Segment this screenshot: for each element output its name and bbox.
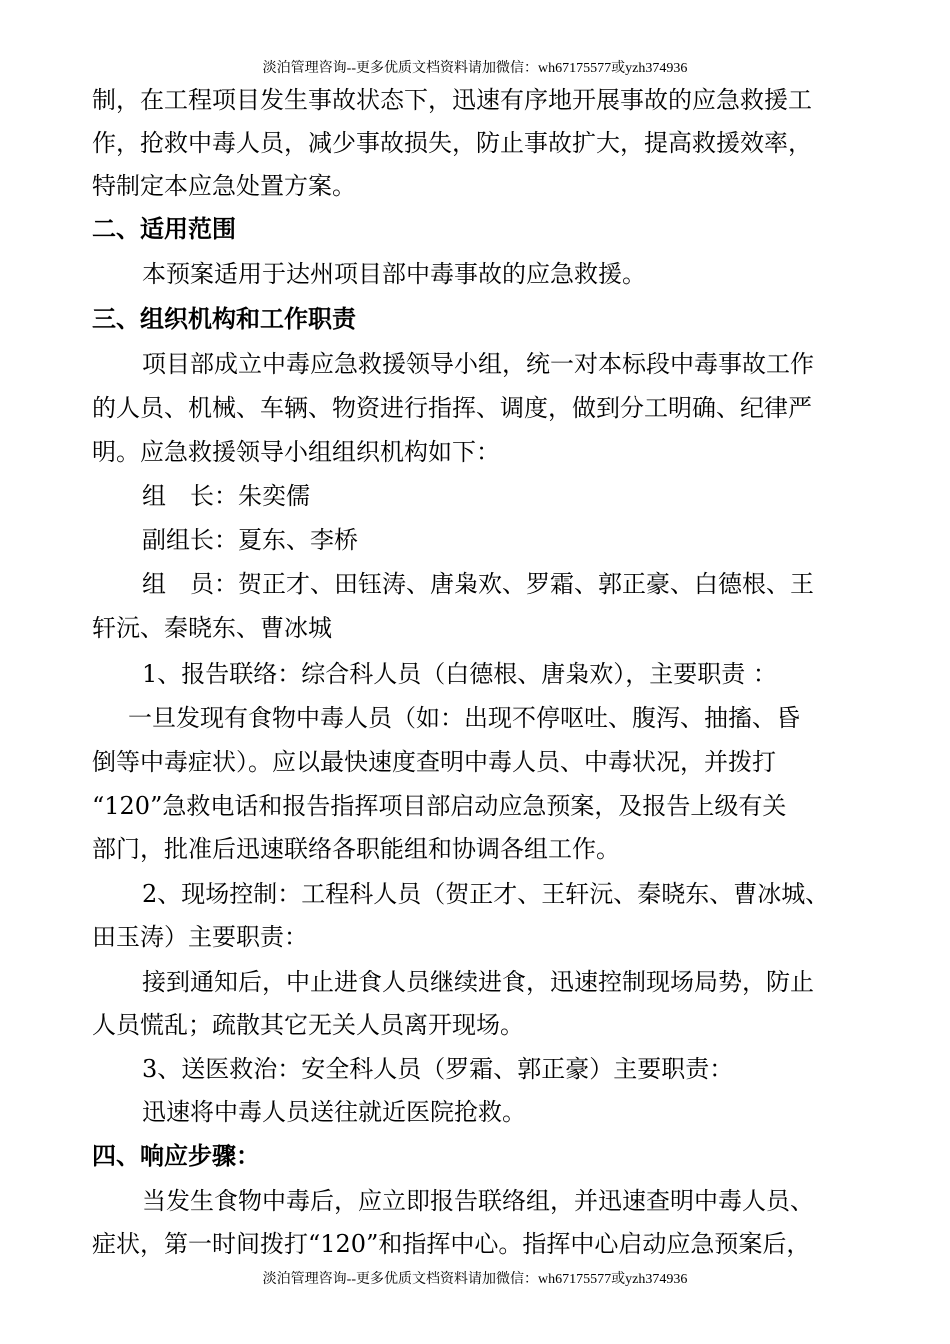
body-line: 作，抢救中毒人员，减少事故损失，防止事故扩大，提高救援效率，: [92, 129, 812, 157]
page-header: 淡泊管理咨询--更多优质文档资料请加微信：wh67175577或yzh374936: [262, 61, 688, 76]
body-line: 一旦发现有食物中毒人员（如：出现不停呕吐、腹泻、抽搐、昏: [128, 704, 800, 732]
body-line: 组 长：朱奕儒: [142, 482, 310, 510]
body-line: 特制定本应急处置方案。: [92, 172, 356, 200]
body-line: 3、送医救治：安全科人员（罗霜、郭正豪）主要职责：: [142, 1055, 734, 1083]
body-line: 倒等中毒症状）。应以最快速度查明中毒人员、中毒状况，并拨打: [92, 748, 776, 776]
body-line: 副组长：夏东、李桥: [142, 526, 358, 554]
section-heading: 二、适用范围: [92, 214, 236, 243]
body-line: 轩沅、秦晓东、曹冰城: [92, 614, 332, 642]
body-line: 症状，第一时间拨打“120”和指挥中心。指挥中心启动应急预案后，: [92, 1230, 811, 1258]
body-line: 明。应急救援领导小组组织机构如下：: [92, 438, 500, 466]
body-line: 1、报告联络：综合科人员（白德根、唐枭欢），主要职责 ：: [142, 660, 777, 688]
body-line: 制，在工程项目发生事故状态下，迅速有序地开展事故的应急救援工: [92, 86, 812, 114]
section-heading: 四、响应步骤：: [92, 1141, 260, 1170]
body-line: 人员慌乱；疏散其它无关人员离开现场。: [92, 1011, 524, 1039]
body-line: “120”急救电话和报告指挥项目部启动应急预案，及报告上级有关: [92, 792, 787, 820]
body-line: 项目部成立中毒应急救援领导小组，统一对本标段中毒事故工作: [142, 350, 814, 378]
body-line: 接到通知后，中止进食人员继续进食，迅速控制现场局势，防止: [142, 968, 814, 996]
body-line: 当发生食物中毒后，应立即报告联络组，并迅速查明中毒人员、: [142, 1187, 814, 1215]
body-line: 组 员：贺正才、田钰涛、唐枭欢、罗霜、郭正豪、白德根、王: [142, 570, 814, 598]
section-heading: 三、组织机构和工作职责: [92, 304, 356, 333]
body-line: 本预案适用于达州项目部中毒事故的应急救援。: [142, 260, 646, 288]
body-line: 的人员、机械、车辆、物资进行指挥、调度，做到分工明确、纪律严: [92, 394, 812, 422]
body-line: 田玉涛）主要职责：: [92, 923, 308, 951]
page-footer: 淡泊管理咨询--更多优质文档资料请加微信：wh67175577或yzh374936: [262, 1272, 688, 1287]
body-line: 迅速将中毒人员送往就近医院抢救。: [142, 1098, 526, 1126]
body-line: 2、现场控制：工程科人员（贺正才、王轩沅、秦晓东、曹冰城、: [142, 880, 830, 908]
body-line: 部门，批准后迅速联络各职能组和协调各组工作。: [92, 835, 620, 863]
